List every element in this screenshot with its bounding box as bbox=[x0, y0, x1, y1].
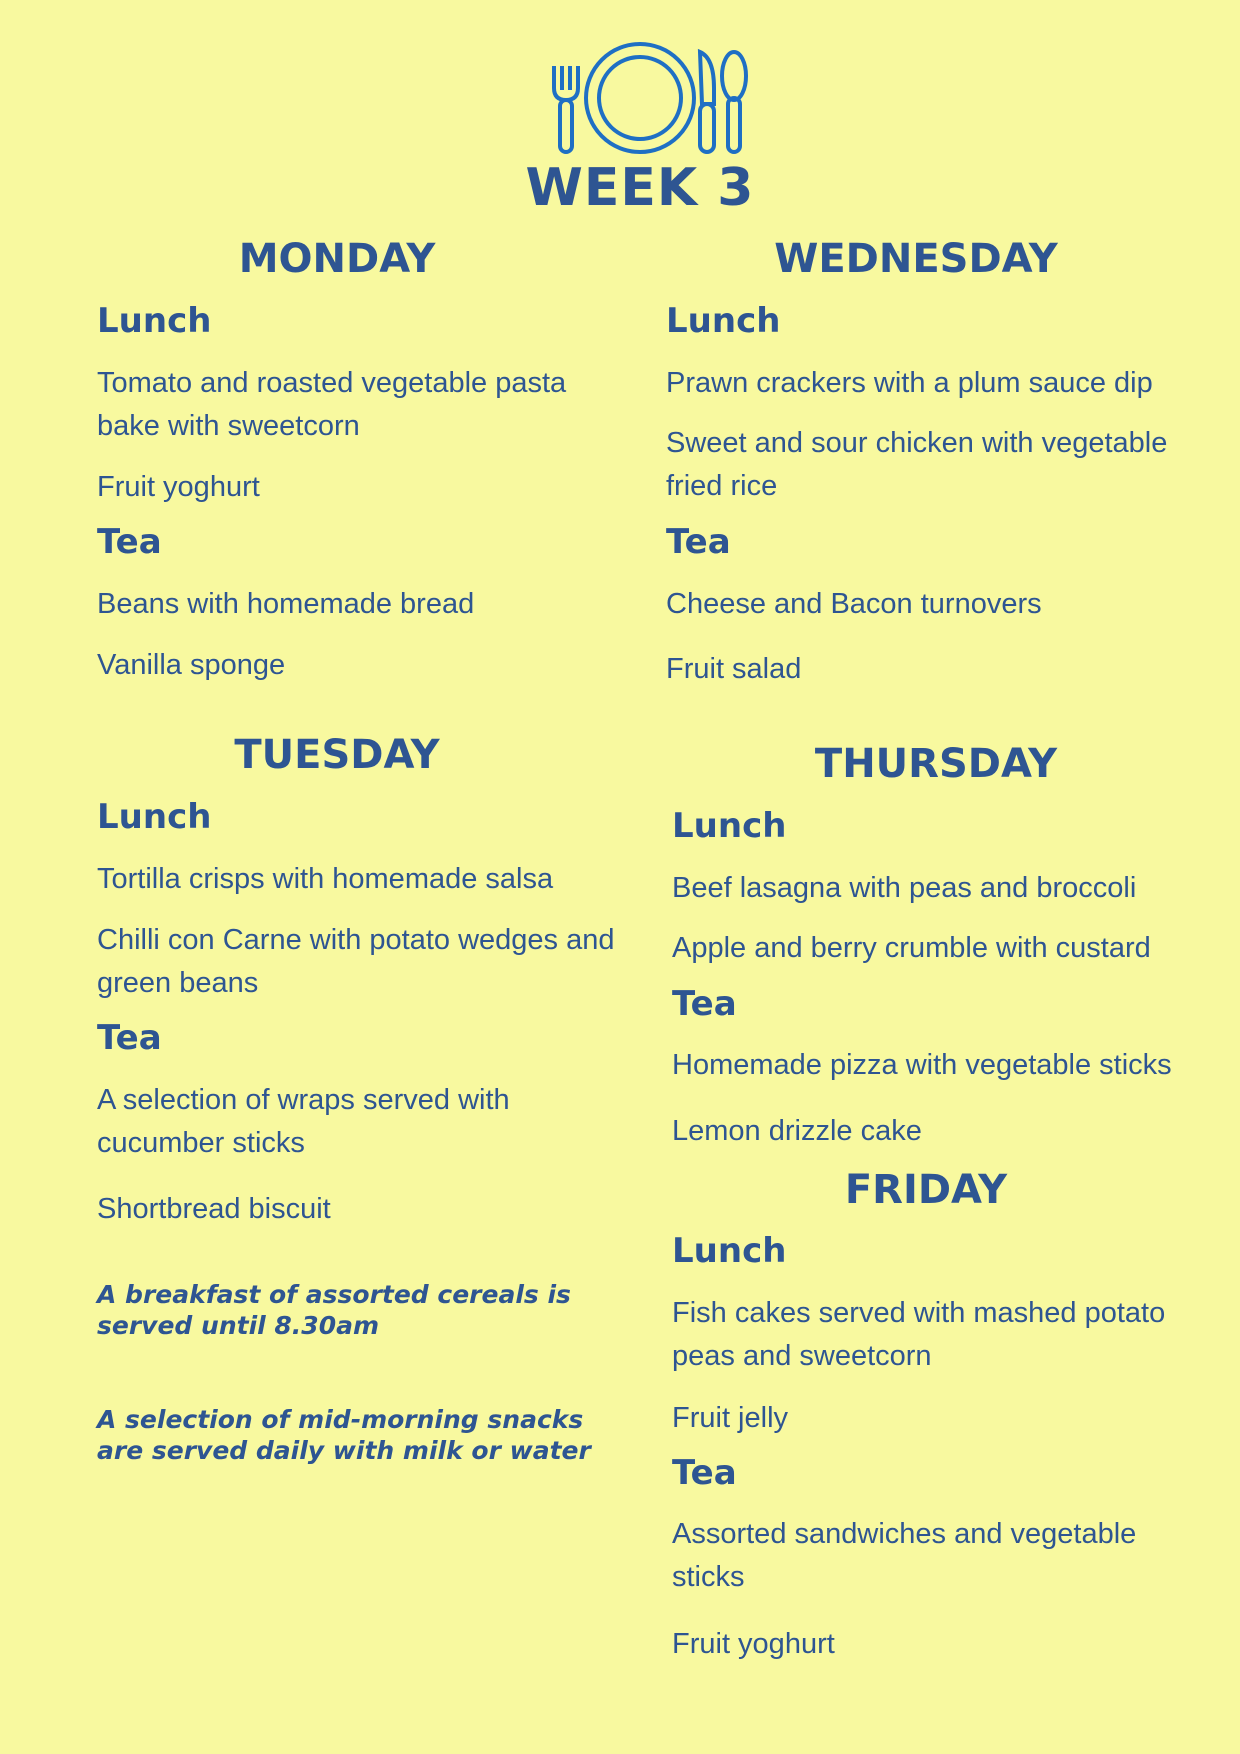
day-title-wednesday: WEDNESDAY bbox=[774, 236, 1058, 282]
menu-item: Assorted sandwiches and vegetable sticks bbox=[672, 1518, 1137, 1593]
menu-item: Homemade pizza with vegetable sticks bbox=[672, 1049, 1172, 1081]
tea-label: Tea bbox=[672, 1453, 737, 1493]
lunch-label: Lunch bbox=[97, 301, 212, 341]
menu-item: Chilli con Carne with potato wedges and green beans bbox=[97, 924, 615, 999]
menu-item: Sweet and sour chicken with vegetable fried rice bbox=[666, 427, 1168, 502]
menu-item: Fruit yoghurt bbox=[672, 1628, 835, 1660]
snacks-note: A selection of mid-morning snacks are served daily with milk or water bbox=[97, 1405, 591, 1465]
menu-item: Fruit jelly bbox=[672, 1402, 789, 1434]
day-title-tuesday: TUESDAY bbox=[234, 732, 440, 778]
menu-item: Lemon drizzle cake bbox=[672, 1115, 922, 1147]
menu-item: A selection of wraps served with cucumber sticks bbox=[97, 1084, 510, 1159]
menu-item: Shortbread biscuit bbox=[97, 1193, 331, 1225]
menu-item: Cheese and Bacon turnovers bbox=[666, 588, 1042, 620]
lunch-label: Lunch bbox=[666, 301, 781, 341]
plate-fork-spoon-icon bbox=[548, 38, 748, 156]
breakfast-note: A breakfast of assorted cereals is served until 8.30am bbox=[97, 1280, 571, 1340]
menu-item: Fish cakes served with mashed potato peas and sweetcorn bbox=[672, 1297, 1166, 1372]
menu-item: Fruit yoghurt bbox=[97, 471, 260, 503]
menu-item: Tomato and roasted vegetable pasta bake with sweetcorn bbox=[97, 367, 567, 442]
menu-item: Beef lasagna with peas and broccoli bbox=[672, 872, 1137, 904]
tea-label: Tea bbox=[97, 522, 162, 562]
menu-item: Fruit salad bbox=[666, 653, 802, 685]
day-title-thursday: THURSDAY bbox=[814, 741, 1058, 787]
day-title-friday: FRIDAY bbox=[844, 1167, 1008, 1213]
menu-item: Vanilla sponge bbox=[97, 649, 286, 681]
menu-item: Beans with homemade bread bbox=[97, 588, 475, 620]
menu-item: Tortilla crisps with homemade salsa bbox=[97, 863, 554, 895]
menu-item: Apple and berry crumble with custard bbox=[672, 932, 1151, 964]
lunch-label: Lunch bbox=[672, 1231, 787, 1271]
page-title: WEEK 3 bbox=[525, 158, 755, 218]
tea-label: Tea bbox=[97, 1018, 162, 1058]
tea-label: Tea bbox=[666, 522, 731, 562]
tea-label: Tea bbox=[672, 984, 737, 1024]
menu-item: Prawn crackers with a plum sauce dip bbox=[666, 367, 1153, 399]
lunch-label: Lunch bbox=[672, 806, 787, 846]
lunch-label: Lunch bbox=[97, 797, 212, 837]
day-title-monday: MONDAY bbox=[238, 236, 436, 282]
